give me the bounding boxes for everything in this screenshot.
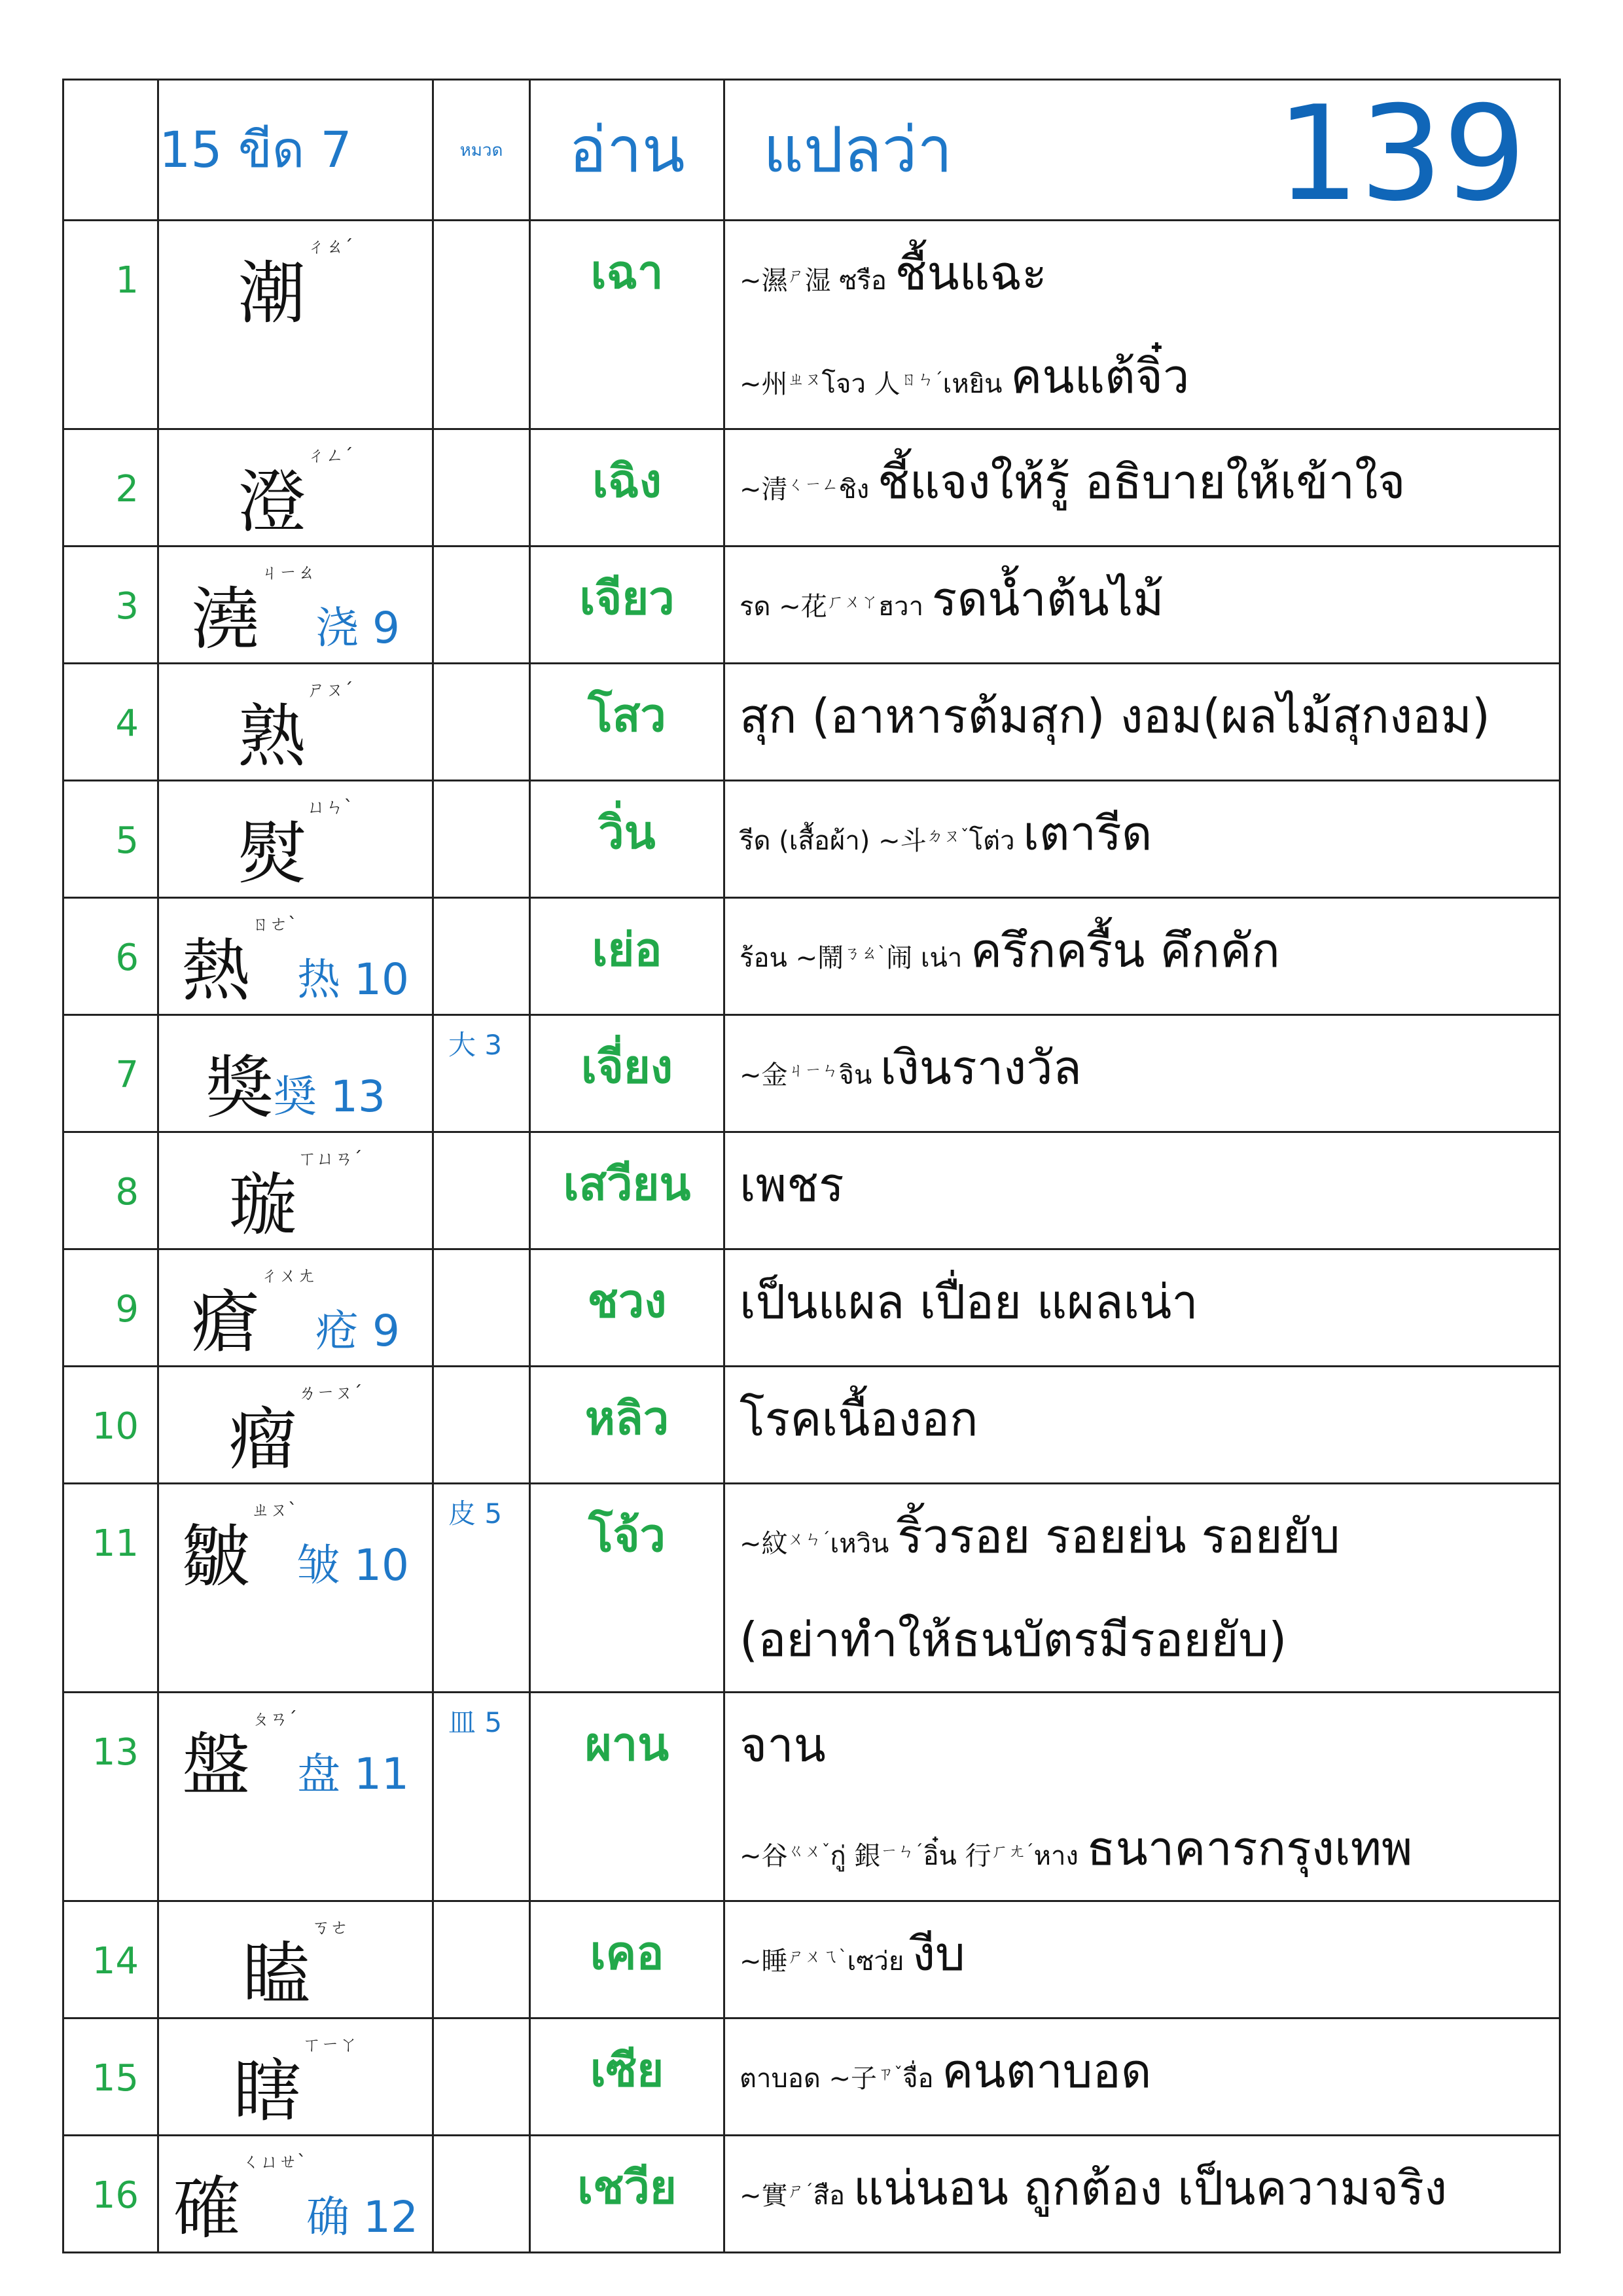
traditional-character: 潮 <box>238 253 306 333</box>
bopomofo-annotation: ㄔㄥˊ <box>307 444 353 466</box>
reading-cell: เซีย <box>530 2018 724 2136</box>
translation-cell <box>724 547 1560 664</box>
bopomofo-annotation: ㄔㄨㄤ <box>260 1265 316 1286</box>
translation-text: ชี้แจงให้รู้ อธิบายให้เข้าใจ <box>877 454 1406 509</box>
translation-text: เตารีด <box>1023 806 1152 861</box>
row-number: 7 <box>63 1015 158 1132</box>
translation-text: หาง <box>1033 1841 1087 1871</box>
translation-text: สุก (อาหารต้มสุก) งอม(ผลไม้สุกงอม) <box>740 689 1490 744</box>
translation-line <box>740 2136 1559 2240</box>
table-row <box>63 547 1560 664</box>
header-strokes: 15 ขีด 7 <box>158 80 433 221</box>
simplified-character: 热 <box>297 954 341 1005</box>
row-number: 3 <box>63 547 158 664</box>
reading-cell: วิ่น <box>530 781 724 898</box>
traditional-character: 熨 <box>238 814 306 893</box>
traditional-character: 瘡 <box>190 1282 259 1362</box>
character-cell <box>158 429 433 547</box>
translation-line <box>740 430 1559 533</box>
stroke-count: 12 <box>349 2192 418 2242</box>
translation-text: 闹 เน่า <box>886 943 971 973</box>
header-translation: แปลว่า <box>763 113 953 187</box>
translation-cell <box>724 1693 1560 1901</box>
bopomofo-annotation: ㄕˊ <box>787 2181 813 2202</box>
traditional-character: 皺 <box>182 1516 251 1596</box>
bopomofo-annotation: ㄕㄡˊ <box>307 679 353 700</box>
translation-text: เหวิน <box>830 1529 898 1559</box>
radical-cell <box>433 2018 530 2136</box>
translation-text: โต่ว <box>969 826 1024 856</box>
translation-line <box>740 2019 1559 2123</box>
bopomofo-annotation: ㄓㄡˋ <box>251 1499 298 1520</box>
radical-cell <box>433 221 530 429</box>
translation-text: คนตาบอด <box>942 2043 1152 2098</box>
bopomofo-annotation: ㄐㄧㄣ <box>787 1061 839 1081</box>
bopomofo-annotation: ㄖㄜˋ <box>251 913 298 935</box>
character-cell <box>158 1901 433 2018</box>
bopomofo-annotation: ㄖㄣˊ <box>900 370 943 390</box>
bopomofo-annotation: ㄧㄣˊ <box>880 1842 923 1862</box>
translation-text: 湿 ซรือ <box>804 266 895 296</box>
translation-cell <box>724 1367 1560 1484</box>
translation-line <box>740 325 1559 428</box>
stroke-count: 9 <box>359 1306 400 1356</box>
traditional-character: 盤 <box>182 1725 251 1805</box>
table-row <box>63 781 1560 898</box>
character-cell <box>158 664 433 781</box>
translation-text: ~紋 <box>740 1529 788 1559</box>
character-cell <box>158 1249 433 1367</box>
bopomofo-annotation: ㄒㄧㄚ <box>302 2034 358 2055</box>
traditional-character: 瞎 <box>233 2051 302 2131</box>
bopomofo-annotation: ㄏㄤˊ <box>991 1842 1034 1862</box>
translation-line <box>740 1902 1559 2005</box>
row-number: 2 <box>63 429 158 547</box>
row-number: 9 <box>63 1249 158 1367</box>
bopomofo-annotation: ㄍㄨˇ <box>787 1842 830 1862</box>
reading-cell: เสวียน <box>530 1132 724 1249</box>
translation-line <box>740 1693 1559 1797</box>
row-number: 10 <box>63 1367 158 1484</box>
simplified-character: 奨 <box>274 1071 317 1122</box>
bopomofo-annotation: ㄕ <box>787 266 805 287</box>
header-row <box>63 80 1560 221</box>
bopomofo-annotation: ㄨㄣˊ <box>787 1530 830 1550</box>
bopomofo-annotation: ㄉㄡˇ <box>926 827 969 847</box>
bopomofo-annotation: ㄓㄡ <box>787 370 822 390</box>
translation-text: เหยิน <box>942 369 1011 399</box>
simplified-character: 皱 <box>297 1540 341 1590</box>
translation-text: ตาบอด ~子 <box>740 2064 878 2094</box>
row-number: 6 <box>63 898 158 1015</box>
bopomofo-annotation: ㄗˇ <box>877 2064 903 2085</box>
translation-cell <box>724 429 1560 547</box>
translation-text: อิ๋น 行 <box>923 1841 991 1871</box>
translation-line <box>740 899 1559 1002</box>
table-row <box>63 221 1560 429</box>
reading-cell: โจ้ว <box>530 1484 724 1693</box>
translation-cell <box>724 664 1560 781</box>
table-row <box>63 1901 1560 2018</box>
translation-text: จาน <box>740 1717 826 1772</box>
traditional-character: 瞌 <box>242 1934 311 2014</box>
reading-cell: ผาน <box>530 1693 724 1901</box>
translation-text: กู่ 銀 <box>830 1841 881 1871</box>
translation-cell <box>724 898 1560 1015</box>
bopomofo-annotation: ㄐㄧㄠ <box>260 562 316 583</box>
translation-text: แน่นอน ถูกต้อง เป็นความจริง <box>853 2161 1448 2215</box>
table-row <box>63 1693 1560 1901</box>
translation-text: ชื้นแฉะ <box>895 245 1047 300</box>
reading-cell: โสว <box>530 664 724 781</box>
translation-line <box>740 1797 1559 1900</box>
header-reading: อ่าน <box>530 80 724 221</box>
header-radical: หมวด <box>433 80 530 221</box>
reading-cell: เย่อ <box>530 898 724 1015</box>
translation-text: สือ <box>813 2181 853 2211</box>
character-cell <box>158 1484 433 1693</box>
table-row <box>63 664 1560 781</box>
character-cell <box>158 1015 433 1132</box>
radical-cell: 皿 5 <box>433 1693 530 1901</box>
translation-text: รด ~花 <box>740 592 827 622</box>
bopomofo-annotation: ㄌㄧㄡˊ <box>298 1382 363 1403</box>
traditional-character: 確 <box>173 2168 241 2248</box>
table-row <box>63 1132 1560 1249</box>
row-number: 8 <box>63 1132 158 1249</box>
bopomofo-annotation: ㄩㄣˋ <box>307 796 353 817</box>
translation-line <box>740 664 1559 768</box>
translation-cell <box>724 1249 1560 1367</box>
traditional-character: 璇 <box>228 1165 297 1245</box>
reading-cell: ชวง <box>530 1249 724 1367</box>
traditional-character: 獎 <box>205 1048 274 1128</box>
translation-text: ธนาคารกรุงเทพ <box>1086 1821 1413 1876</box>
translation-text: ~谷 <box>740 1841 788 1871</box>
traditional-character: 瘤 <box>228 1399 297 1479</box>
translation-text: ~濕 <box>740 266 788 296</box>
vocabulary-table <box>62 79 1561 2253</box>
reading-cell: เชวีย <box>530 2136 724 2253</box>
translation-line <box>740 221 1559 325</box>
bopomofo-annotation: ㄑㄩㄝˋ <box>242 2151 307 2172</box>
translation-line <box>740 1367 1559 1471</box>
bopomofo-annotation: ㄕㄨㄟˋ <box>787 1947 847 1967</box>
row-number: 1 <box>63 221 158 429</box>
table-row <box>63 1015 1560 1132</box>
row-number: 16 <box>63 2136 158 2253</box>
character-cell <box>158 781 433 898</box>
translation-line <box>740 1588 1559 1691</box>
translation-cell <box>724 2136 1560 2253</box>
translation-cell <box>724 2018 1560 2136</box>
character-cell <box>158 1367 433 1484</box>
translation-text: โรคเนื้องอก <box>740 1391 978 1446</box>
translation-text: ชิง <box>838 475 878 505</box>
translation-line <box>740 547 1559 651</box>
table-row <box>63 2136 1560 2253</box>
stroke-count: 10 <box>340 954 409 1005</box>
translation-text: ริ้วรอย รอยย่น รอยยับ <box>897 1509 1340 1564</box>
traditional-character: 澆 <box>190 579 259 659</box>
translation-text: เพชร <box>740 1157 844 1212</box>
translation-text: ฮวา <box>878 592 932 622</box>
simplified-character: 疮 <box>315 1306 359 1356</box>
simplified-character: 浇 <box>315 603 359 653</box>
translation-text: ~州 <box>740 369 788 399</box>
translation-cell <box>724 221 1560 429</box>
radical-cell <box>433 1132 530 1249</box>
radical-cell <box>433 2136 530 2253</box>
translation-cell <box>724 1015 1560 1132</box>
translation-text: เซว่ย <box>847 1946 912 1977</box>
radical-cell <box>433 1901 530 2018</box>
translation-cell <box>724 1901 1560 2018</box>
traditional-character: 熟 <box>238 696 306 776</box>
radical-cell: 大 3 <box>433 1015 530 1132</box>
row-number: 14 <box>63 1901 158 2018</box>
simplified-character: 确 <box>306 2192 350 2242</box>
radical-cell <box>433 898 530 1015</box>
translation-line <box>740 1250 1559 1354</box>
translation-text: (อย่าทำให้ธนบัตรมีรอยยับ) <box>740 1612 1287 1667</box>
row-number: 11 <box>63 1484 158 1693</box>
translation-text: คนแต้จิ๋ว <box>1010 349 1190 404</box>
reading-cell: เจียว <box>530 547 724 664</box>
bopomofo-annotation: ㄔㄠˊ <box>307 236 353 257</box>
character-cell <box>158 898 433 1015</box>
translation-text: เป็นแผล เปื่อย แผลเน่า <box>740 1274 1198 1329</box>
bopomofo-annotation: ㄏㄨㄚ <box>827 592 878 613</box>
bopomofo-annotation: ㄎㄜ <box>312 1916 349 1938</box>
translation-line <box>740 1016 1559 1119</box>
translation-text: จิน <box>838 1060 881 1090</box>
radical-cell <box>433 1367 530 1484</box>
header-blank <box>63 80 158 221</box>
translation-text: เงินรางวัล <box>880 1040 1082 1095</box>
table-row <box>63 1249 1560 1367</box>
table-row <box>63 898 1560 1015</box>
table-row <box>63 1367 1560 1484</box>
stroke-count: 10 <box>340 1540 409 1590</box>
row-number: 5 <box>63 781 158 898</box>
translation-cell <box>724 1132 1560 1249</box>
translation-line <box>740 1484 1559 1588</box>
translation-cell <box>724 781 1560 898</box>
translation-line <box>740 781 1559 885</box>
character-cell <box>158 2018 433 2136</box>
bopomofo-annotation: ㄋㄠˋ <box>844 944 887 964</box>
row-number: 15 <box>63 2018 158 2136</box>
radical-cell <box>433 781 530 898</box>
header-translation-cell <box>724 78 1560 230</box>
bopomofo-annotation: ㄆㄢˊ <box>251 1708 298 1729</box>
translation-cell <box>724 1484 1560 1693</box>
translation-text: ~睡 <box>740 1946 788 1977</box>
traditional-character: 熱 <box>182 931 251 1011</box>
bopomofo-annotation: ㄑㄧㄥ <box>787 475 839 495</box>
page-number: 139 <box>1276 78 1526 230</box>
stroke-count: 13 <box>317 1071 385 1122</box>
character-cell <box>158 2136 433 2253</box>
simplified-character: 盘 <box>297 1749 341 1799</box>
reading-cell: เคอ <box>530 1901 724 2018</box>
radical-cell <box>433 547 530 664</box>
row-number: 13 <box>63 1693 158 1901</box>
radical-cell: 皮 5 <box>433 1484 530 1693</box>
table-row <box>63 1484 1560 1693</box>
reading-cell: เฉิง <box>530 429 724 547</box>
stroke-count: 11 <box>340 1749 409 1799</box>
translation-text: จื่อ <box>902 2064 942 2094</box>
translation-text: โจว 人 <box>821 369 901 399</box>
traditional-character: 澄 <box>238 462 306 542</box>
table-row <box>63 2018 1560 2136</box>
translation-text: รดน้ำต้นไม้ <box>931 571 1164 626</box>
character-cell <box>158 221 433 429</box>
row-number: 4 <box>63 664 158 781</box>
reading-cell: หลิว <box>530 1367 724 1484</box>
translation-text: ~清 <box>740 475 788 505</box>
table-row <box>63 429 1560 547</box>
translation-text: ร้อน ~鬧 <box>740 943 844 973</box>
reading-cell: เจี่ยง <box>530 1015 724 1132</box>
character-cell <box>158 1132 433 1249</box>
translation-text: งีบ <box>912 1926 965 1981</box>
character-cell <box>158 547 433 664</box>
translation-text: ~金 <box>740 1060 788 1090</box>
bopomofo-annotation: ㄒㄩㄢˊ <box>298 1147 363 1169</box>
translation-text: ~實 <box>740 2181 788 2211</box>
reading-cell: เฉา <box>530 221 724 429</box>
radical-cell <box>433 1249 530 1367</box>
radical-cell <box>433 429 530 547</box>
translation-text: ครึกครื้น คึกคัก <box>971 923 1280 978</box>
translation-text: รีด (เสื้อผ้า) ~斗 <box>740 826 927 856</box>
translation-line <box>740 1133 1559 1236</box>
character-cell <box>158 1693 433 1901</box>
stroke-count: 9 <box>359 603 400 653</box>
radical-cell <box>433 664 530 781</box>
